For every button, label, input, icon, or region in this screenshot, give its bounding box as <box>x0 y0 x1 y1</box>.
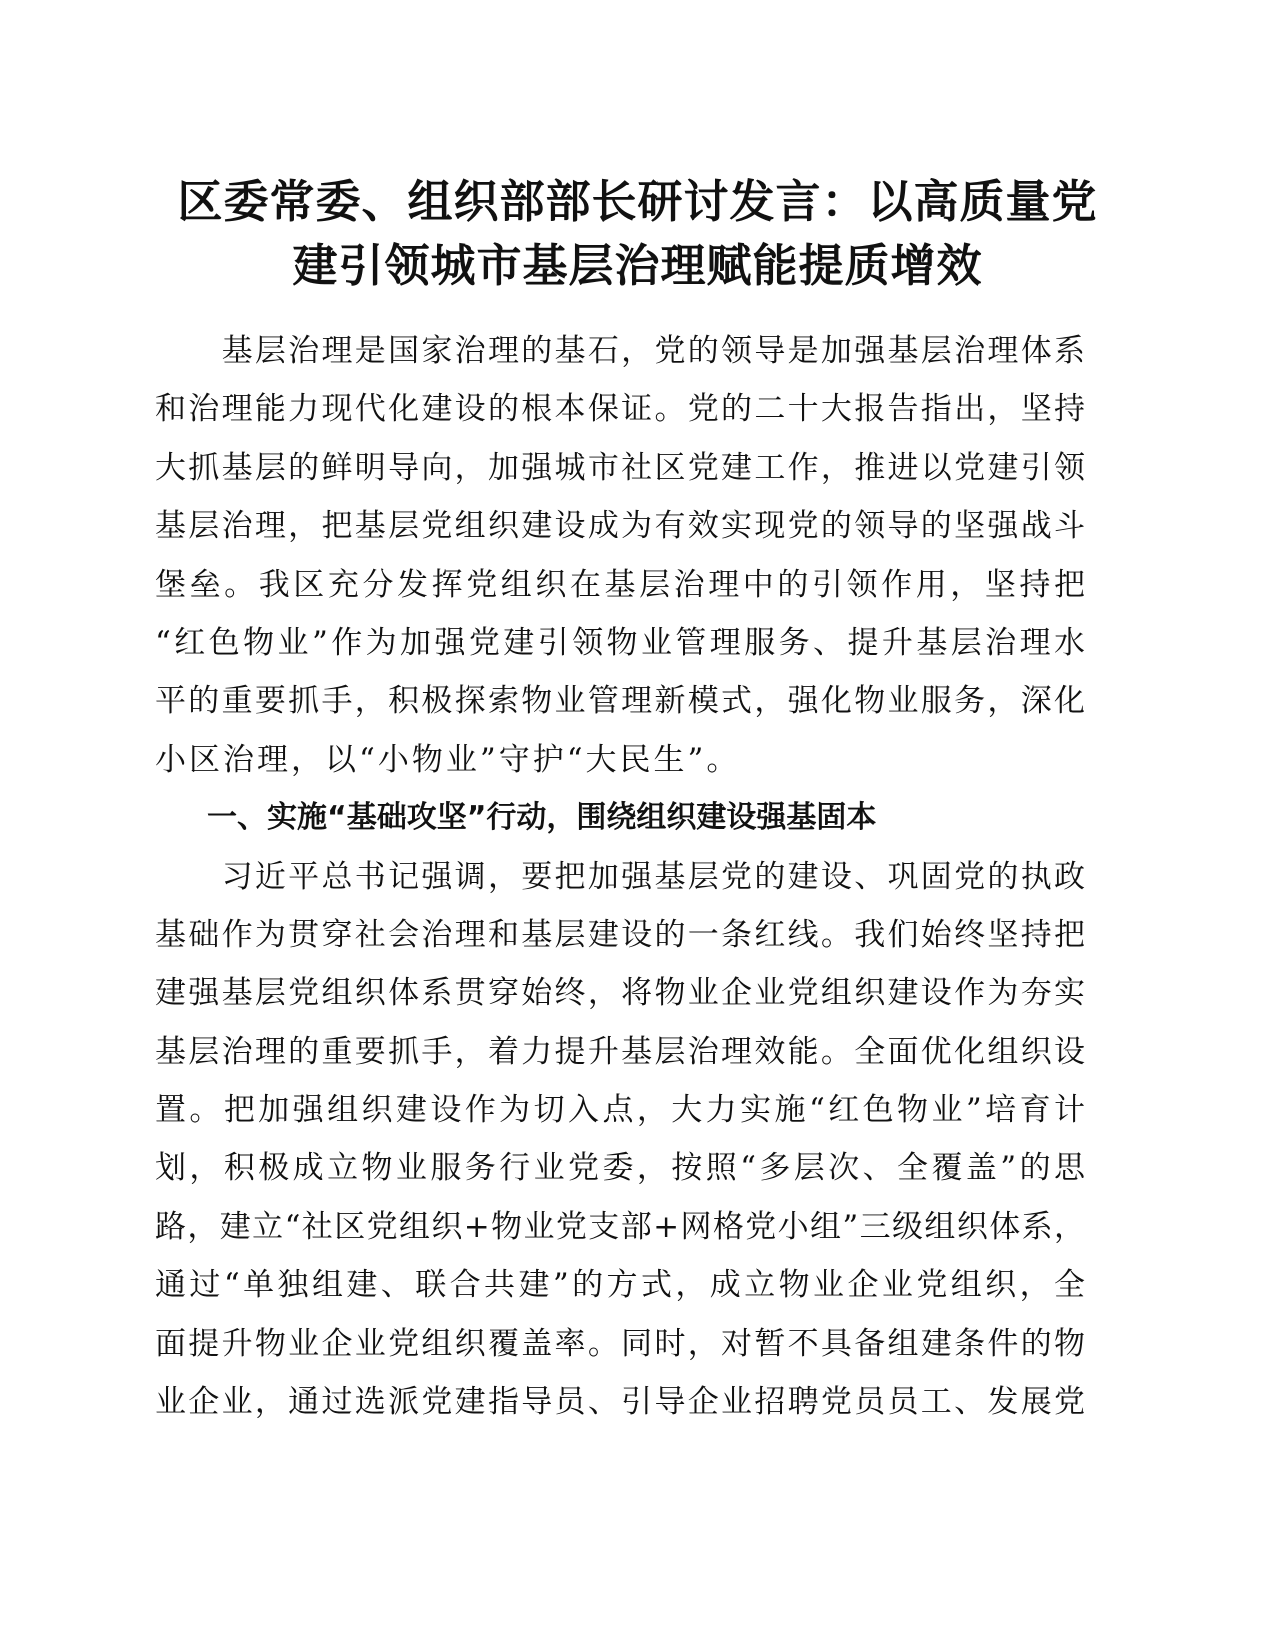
body-line: 划，积极成立物业服务行业党委，按照“多层次、全覆盖”的思 <box>155 1150 1085 1187</box>
body-line: 平的重要抓手，积极探索物业管理新模式，强化物业服务，深化 <box>155 683 1085 720</box>
body-line: 置。把加强组织建设作为切入点，大力实施“红色物业”培育计 <box>155 1092 1085 1129</box>
body-line: 堡垒。我区充分发挥党组织在基层治理中的引领作用，坚持把 <box>155 566 1085 603</box>
body-line: 小区治理，以“小物业”守护“大民生”。 <box>155 741 741 778</box>
body-line: 通过“单独组建、联合共建”的方式，成立物业企业党组织，全 <box>155 1267 1085 1304</box>
body-line: 大抓基层的鲜明导向，加强城市社区党建工作，推进以党建引领 <box>155 449 1085 486</box>
section-heading: 一、实施“基础攻坚”行动，围绕组织建设强基固本 <box>207 800 877 836</box>
body-line: 习近平总书记强调，要把加强基层党的建设、巩固党的执政 <box>155 858 1085 895</box>
body-line: 路，建立“社区党组织+物业党支部+网格党小组”三级组织体系， <box>155 1208 1085 1245</box>
document-title <box>150 170 1125 298</box>
body-line: 面提升物业企业党组织覆盖率。同时，对暂不具备组建条件的物 <box>155 1325 1085 1362</box>
body-line: 和治理能力现代化建设的根本保证。党的二十大报告指出，坚持 <box>155 391 1085 428</box>
body-line: “红色物业”作为加强党建引领物业管理服务、提升基层治理水 <box>155 624 1085 661</box>
body-line: 业企业，通过选派党建指导员、引导企业招聘党员员工、发展党 <box>155 1384 1085 1421</box>
body-line: 基层治理，把基层党组织建设成为有效实现党的领导的坚强战斗 <box>155 508 1085 545</box>
document-body <box>155 322 1085 1431</box>
body-line: 基层治理的重要抓手，着力提升基层治理效能。全面优化组织设 <box>155 1033 1085 1070</box>
body-line: 基层治理是国家治理的基石，党的领导是加强基层治理体系 <box>155 333 1085 369</box>
title-line-2: 建引领城市基层治理赋能提质增效 <box>292 239 983 292</box>
body-line: 基础作为贯穿社会治理和基层建设的一条红线。我们始终坚持把 <box>155 916 1085 953</box>
title-line-1: 区委常委、组织部部长研讨发言：以高质量党 <box>177 175 1098 228</box>
body-line: 建强基层党组织体系贯穿始终，将物业企业党组织建设作为夯实 <box>155 975 1085 1012</box>
